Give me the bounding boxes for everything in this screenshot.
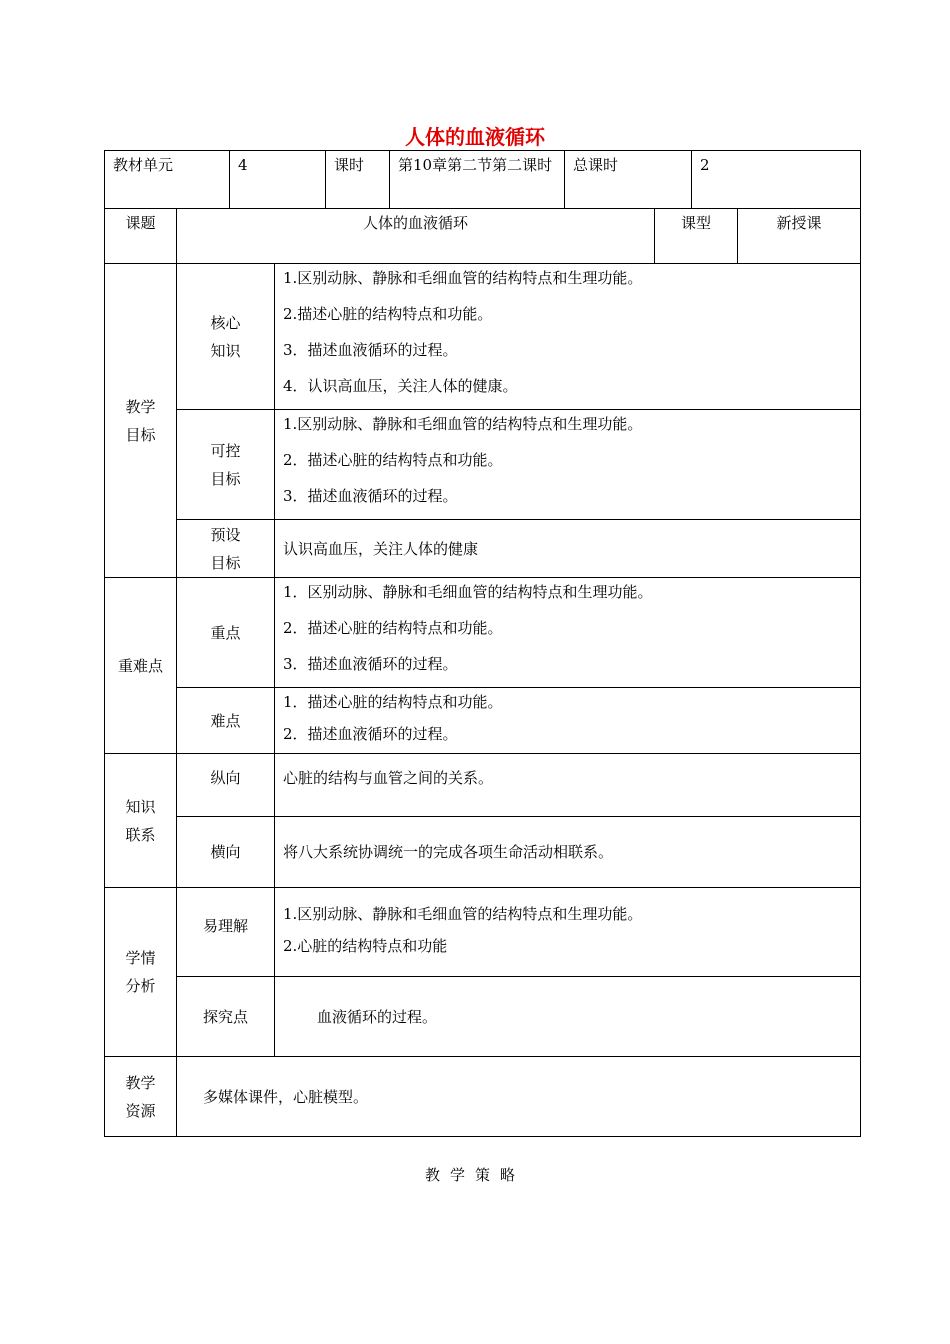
topic-label: 课题 xyxy=(105,209,177,264)
difficult-label: 难点 xyxy=(177,688,275,754)
preset-goal-text: 认识高血压，关注人体的健康 xyxy=(275,520,861,578)
topic-table xyxy=(104,208,861,264)
horizontal-text: 将八大系统协调统一的完成各项生命活动相联系。 xyxy=(275,817,861,888)
list-item: 3．描述血液循环的过程。 xyxy=(283,341,458,359)
list-item: 1．描述心脏的结构特点和功能。 xyxy=(283,693,503,711)
goals-label: 教学目标 xyxy=(105,264,177,578)
list-item: 4．认识高血压，关注人体的健康。 xyxy=(283,377,518,395)
control-goal-list xyxy=(275,410,861,520)
resources-label: 教学资源 xyxy=(105,1057,177,1137)
list-item: 2．描述血液循环的过程。 xyxy=(283,725,458,743)
control-goal-label: 可控目标 xyxy=(177,410,275,520)
plan-table xyxy=(104,263,861,1137)
list-item: 2．描述心脏的结构特点和功能。 xyxy=(283,451,503,469)
list-item: 2．描述心脏的结构特点和功能。 xyxy=(283,619,503,637)
unit-label: 教材单元 xyxy=(105,151,230,209)
core-knowledge-list xyxy=(275,264,861,410)
list-item: 1.区别动脉、静脉和毛细血管的结构特点和生理功能。 xyxy=(283,269,643,287)
info-table xyxy=(104,150,861,209)
resources-text: 多媒体课件，心脏模型。 xyxy=(177,1057,861,1137)
explore-text: 血液循环的过程。 xyxy=(275,977,861,1057)
page-title: 人体的血液循环 xyxy=(405,125,545,149)
key-points-label: 重难点 xyxy=(105,578,177,754)
core-knowledge-label: 核心知识 xyxy=(177,264,275,410)
topic-value: 人体的血液循环 xyxy=(177,209,655,264)
explore-label: 探究点 xyxy=(177,977,275,1057)
preset-goal-label: 预设目标 xyxy=(177,520,275,578)
section-heading: 教学策略 xyxy=(424,1166,525,1184)
list-item: 3．描述血液循环的过程。 xyxy=(283,487,458,505)
vertical-text: 心脏的结构与血管之间的关系。 xyxy=(275,754,861,817)
analysis-label: 学情分析 xyxy=(105,888,177,1057)
easy-label: 易理解 xyxy=(177,888,275,977)
links-label: 知识联系 xyxy=(105,754,177,888)
type-label: 课型 xyxy=(655,209,738,264)
list-item: 1.区别动脉、静脉和毛细血管的结构特点和生理功能。 xyxy=(283,415,643,433)
list-item: 2.描述心脏的结构特点和功能。 xyxy=(283,305,493,323)
easy-list xyxy=(275,888,861,977)
vertical-label: 纵向 xyxy=(177,754,275,817)
difficult-list xyxy=(275,688,861,754)
total-value: 2 xyxy=(692,151,861,209)
period-value: 第10章第二节第二课时 xyxy=(390,151,565,209)
list-item: 3．描述血液循环的过程。 xyxy=(283,655,458,673)
total-label: 总课时 xyxy=(565,151,692,209)
type-value: 新授课 xyxy=(738,209,861,264)
key-list xyxy=(275,578,861,688)
list-item: 1.区别动脉、静脉和毛细血管的结构特点和生理功能。 xyxy=(283,905,643,923)
horizontal-label: 横向 xyxy=(177,817,275,888)
list-item: 1．区别动脉、静脉和毛细血管的结构特点和生理功能。 xyxy=(283,583,653,601)
list-item: 2.心脏的结构特点和功能 xyxy=(283,937,448,955)
period-label: 课时 xyxy=(326,151,390,209)
key-label: 重点 xyxy=(177,578,275,688)
unit-value: 4 xyxy=(230,151,326,209)
